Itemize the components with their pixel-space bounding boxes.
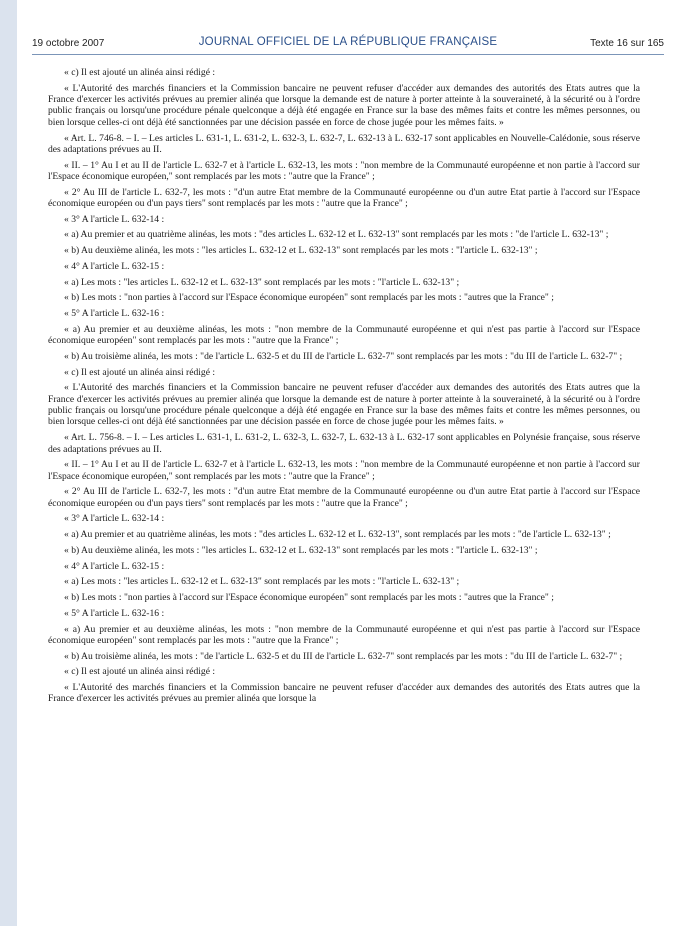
paragraph: « b) Au troisième alinéa, les mots : "de l'article L. 632-5 et du III de l'article L. 632-7" sont remplacés par les mots : "du III de l'article L. 632-7" ; [64, 650, 623, 662]
paragraph: « a) Les mots : "les articles L. 632-12 et L. 632-13" sont remplacés par les mots : "l'article L. 632-13" ; [64, 576, 460, 588]
paragraph: « L'Autorité des marchés financiers et la Commission bancaire ne peuvent refuser d'accéder aux demandes des autorités des Etats autres que la France d'exercer les activités prévues au premier alinéa que lorsque la demande est de nature à porter atteinte à la souveraineté, à la sécurité ou à l'ordre public français ou lorsqu'une procédure pénale quelconque a déjà été engagée en France sur la base des mêmes faits et contre les mêmes personnes, ou bien lorsque celles-ci ont déjà été sanctionnées par une décision passée en force de chose jugée pour les mêmes faits. » [48, 82, 640, 128]
paragraph: « b) Au deuxième alinéa, les mots : "les articles L. 632-12 et L. 632-13" sont remplacés par les mots : "l'article L. 632-13" ; [64, 544, 538, 556]
paragraph-article: « Art. L. 746-8. – I. – Les articles L. 631-1, L. 631-2, L. 632-3, L. 632-7, L. 632-13 à L. 632-17 sont applicables en Nouvelle-Calédonie, sous réserve des adaptations prévues au II. [48, 132, 640, 155]
paragraph: « a) Au premier et au quatrième alinéas, les mots : "des articles L. 632-12 et L. 632-13" sont remplacés par les mots : "de l'article L. 632-13" ; [64, 229, 609, 241]
paragraph: « a) Au premier et au deuxième alinéas, les mots : "non membre de la Communauté européenne et qui n'est pas partie à l'accord sur l'Espace économique européen" sont remplacés par les mots : "autre que la France" ; [48, 623, 640, 646]
paragraph: « 4° A l'article L. 632-15 : [64, 260, 165, 272]
paragraph: « b) Au deuxième alinéa, les mots : "les articles L. 632-12 et L. 632-13" sont remplacés par les mots : "l'article L. 632-13" ; [64, 245, 538, 257]
paragraph: « II. – 1° Au I et au II de l'article L. 632-7 et à l'article L. 632-13, les mots : "non membre de la Communauté européenne et non partie à l'accord sur l'Espace économique européen," sont remplacés par les mots : "autre que la France" ; [48, 159, 640, 182]
paragraph: « b) Les mots : "non parties à l'accord sur l'Espace économique européen" sont remplacés par les mots : "autres que la France" ; [64, 592, 554, 604]
paragraph: « 4° A l'article L. 632-15 : [64, 560, 165, 572]
paragraph: « a) Les mots : "les articles L. 632-12 et L. 632-13" sont remplacés par les mots : "l'article L. 632-13" ; [64, 276, 460, 288]
paragraph: « 5° A l'article L. 632-16 : [64, 308, 165, 320]
left-margin-band [0, 0, 17, 926]
paragraph: « 3° A l'article L. 632-14 : [64, 513, 165, 525]
document-body [48, 67, 640, 709]
paragraph: « L'Autorité des marchés financiers et la Commission bancaire ne peuvent refuser d'accéder aux demandes des autorités des Etats autres que la France d'exercer les activités prévues au premier alinéa que lorsque la demande est de nature à porter atteinte à la souveraineté, à la sécurité ou à l'ordre public français ou lorsqu'une procédure pénale quelconque a déjà été engagée en France sur la base des mêmes faits et contre les mêmes personnes, ou bien lorsque celles-ci ont déjà été sanctionnées par une décision passée en force de chose jugée pour les mêmes faits. » [48, 382, 640, 428]
header-date: 19 octobre 2007 [32, 38, 105, 49]
paragraph: « c) Il est ajouté un alinéa ainsi rédigé : [64, 67, 216, 78]
paragraph: « a) Au premier et au deuxième alinéas, les mots : "non membre de la Communauté européenne et qui n'est pas partie à l'accord sur l'Espace économique européen" sont remplacés par les mots : "autre que la France" ; [48, 323, 640, 347]
paragraph: « b) Les mots : "non parties à l'accord sur l'Espace économique européen" sont remplacés par les mots : "autres que la France" ; [64, 292, 554, 304]
page-header [32, 36, 664, 52]
paragraph: « 5° A l'article L. 632-16 : [64, 607, 165, 619]
page-number: Texte 16 sur 165 [590, 38, 664, 49]
paragraph: « b) Au troisième alinéa, les mots : "de l'article L. 632-5 et du III de l'article L. 632-7" sont remplacés par les mots : "du III de l'article L. 632-7" ; [64, 350, 623, 362]
paragraph-article: « Art. L. 756-8. – I. – Les articles L. 631-1, L. 631-2, L. 632-3, L. 632-7, L. 632-13 à L. 632-17 sont applicables en Polynésie française, sous réserve des adaptations prévues au II. [48, 432, 640, 455]
paragraph: « 2° Au III de l'article L. 632-7, les mots : "d'un autre Etat membre de la Communauté européenne ou d'un autre Etat partie à l'accord sur l'Espace économique européen ou d'un pays tiers" sont remplacés par les mots : "autre que la France" ; [48, 186, 640, 209]
paragraph: « c) Il est ajouté un alinéa ainsi rédigé : [64, 366, 216, 378]
paragraph: « 2° Au III de l'article L. 632-7, les mots : "d'un autre Etat membre de la Communauté européenne ou d'un autre Etat partie à l'accord sur l'Espace économique européen ou d'un pays tiers" sont remplacés par les mots : "autre que la France" ; [48, 486, 640, 509]
paragraph: « II. – 1° Au I et au II de l'article L. 632-7 et à l'article L. 632-13, les mots : "non membre de la Communauté européenne et non partie à l'accord sur l'Espace économique européen," sont remplacés par les mots : "autre que la France" ; [48, 459, 640, 482]
paragraph: « 3° A l'article L. 632-14 : [64, 213, 165, 225]
header-rule [32, 54, 664, 55]
paragraph: « a) Au premier et au quatrième alinéas, les mots : "des articles L. 632-12 et L. 632-13", sont remplacés par les mots : "de l'article L. 632-13" ; [64, 529, 611, 541]
paragraph: « L'Autorité des marchés financiers et la Commission bancaire ne peuvent refuser d'accéder aux demandes des autorités des Etats autres que la France d'exercer les activités prévues au premier alinéa que lorsque la [48, 682, 640, 705]
paragraph: « c) Il est ajouté un alinéa ainsi rédigé : [64, 666, 216, 678]
journal-title: JOURNAL OFFICIEL DE LA RÉPUBLIQUE FRANÇAISE [198, 36, 498, 48]
